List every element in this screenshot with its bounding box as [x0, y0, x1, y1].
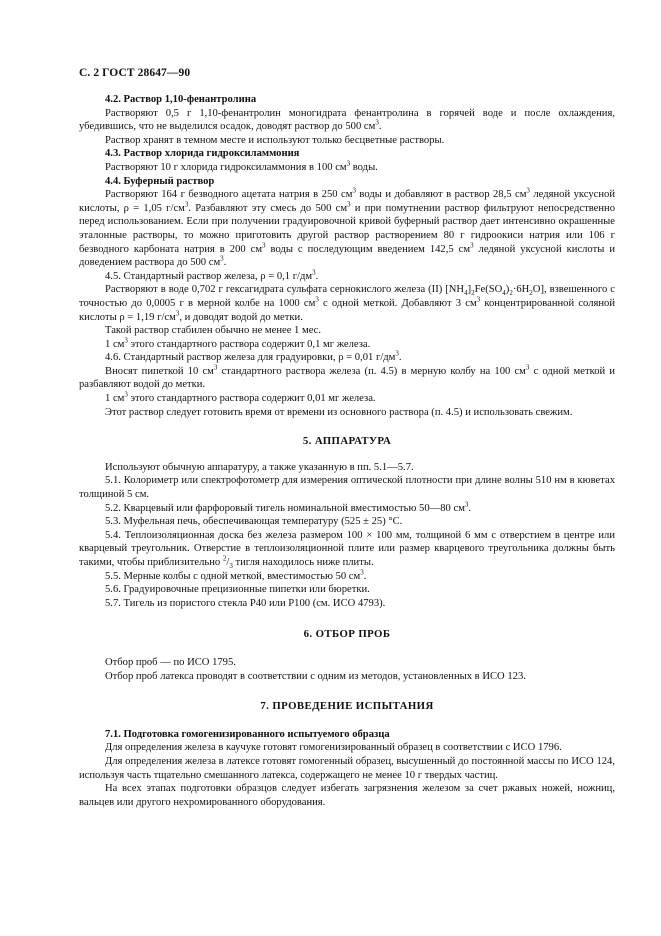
- section-4-5-stability-note: Такой раствор стабилен обычно не менее 1 мес.: [105, 325, 322, 337]
- item-5-4: 5.4. Теплоизоляционная доска без железа размером 100 × 100 мм, толщиной 6 мм с отверстием в центре или кварцевый треугольник. Отверстие в теплоизоляционной плите или размер кварцевого треугольника должны быть такими, чтобы приблизительно $^2/_3$ тигля находилось ниже плиты.: [79, 529, 615, 571]
- section-5-heading: 5. АППАРАТУРА: [302, 435, 392, 448]
- section-4-6-title: 4.6. Стандартный раствор железа для градуировки, ρ = 0,01 $г/дм^3$.: [105, 349, 402, 364]
- section-6-heading: 6. ОТБОР ПРОБ: [303, 628, 391, 641]
- section-4-6-content-note: 1 $см^3$ этого стандартного раствора содержит 0,01 мг железа.: [105, 390, 376, 405]
- section-4-6-freshness-note: Этот раствор следует готовить время от времени из основного раствора (п. 4.5) и использовать свежим.: [105, 406, 573, 418]
- section-4-3-paragraph: Растворяют 10 г хлорида гидроксиламмония в 100 $см^3$ воды.: [105, 159, 378, 173]
- section-4-2-title: 4.2. Раствор 1,10-фенантролина: [105, 94, 257, 105]
- section-4-5-paragraph: Растворяют в воде 0,702 г гексагидрата сульфата сернокислого железа (II) $[NH_4]_2Fe(SO_4)_2\cdot 6H_2O$], взвешенного с точностью до 0,0005 г в мерной колбе на 1000 $см^3$ с одной меткой. Добавляют 3 $см^3$ концентрированной соляной кислоты ρ = 1,19 $г/см^3$, и доводят водой до метки.: [79, 284, 616, 323]
- section-4-2-storage-note: Раствор хранят в темном месте и используют только бесцветные растворы.: [105, 134, 445, 146]
- section-4-5-title: 4.5. Стандартный раствор железа, ρ = 0,1 $г/дм^3$.: [105, 268, 319, 282]
- section-7-heading: 7. ПРОВЕДЕНИЕ ИСПЫТАНИЯ: [260, 700, 434, 713]
- document-body: [79, 93, 615, 809]
- item-5-3: 5.3. Муфельная печь, обеспечивающая температуру (525 ± 25) °С.: [105, 516, 403, 528]
- section-4-3-title: 4.3. Раствор хлорида гидроксиламмония: [105, 148, 300, 160]
- section-5-intro: Используют обычную аппаратуру, а также указанную в пп. 5.1—5.7.: [105, 461, 414, 473]
- section-4-6-paragraph: Вносят пипеткой 10 $см^3$ стандартного раствора железа (п. 4.5) в мерную колбу на 100 $см^3$ с одной меткой и разбавляют водой до метки.: [79, 363, 615, 391]
- page-header: С. 2 ГОСТ 28647—90: [79, 67, 191, 79]
- item-5-6: 5.6. Градуировочные прецизионные пипетки или бюретки.: [105, 584, 370, 596]
- section-7-1-paragraph-3: На всех этапах подготовки образцов следует избегать загрязнения железом за счет ржавых ножей, ножниц, вальцев или другого нехромированного оборудования.: [79, 783, 615, 808]
- item-5-7: 5.7. Тигель из пористого стекла Р40 или Р100 (см. ИСО 4793).: [105, 597, 386, 609]
- section-7-1-paragraph-1: Для определения железа в каучуке готовят гомогенизированный образец в соответствии с ИСО 1796.: [105, 742, 562, 754]
- section-4-4-title: 4.4. Буферный раствор: [105, 175, 215, 187]
- section-4-4-paragraph: Растворяют 164 г безводного ацетата натрия в 250 $см^3$ воды и добавляют в раствор 28,5 $см^3$ ледяной уксусной кислоты, ρ = 1,05 $г/см^3$. Разбавляют эту смесь до 500 $см^3$ и при помутнении раствор фильтруют непосредственно перед использованием. Если при получении градуировочной кривой буферный раствор дает интенсивно окрашенные эталонные растворы, то можно приготовить другой раствор растворением 80 г гидроокиси натрия или 106 г безводного карбоната натрия в 200 $см^3$ воды с последующим введением 142,5 $см^3$ ледяной уксусной кислоты и доведением раствора до 500 $см^3$.: [79, 186, 615, 269]
- section-4-5-content-note: 1 $см^3$ этого стандартного раствора содержит 0,1 мг железа.: [105, 336, 371, 350]
- section-7-1-paragraph-2: Для определения железа в латексе готовят гомогенный образец, высушенный до постоянной массы по ИСО 124, используя часть тщательно смешанного латекса, содержащего не менее 10 г твердых частиц.: [79, 755, 615, 781]
- item-5-2: 5.2. Кварцевый или фарфоровый тигель номинальной вместимостью 50—80 $см^3$.: [105, 500, 472, 514]
- section-6-paragraph-2: Отбор проб латекса проводят в соответствии с одним из методов, установленных в ИСО 123.: [105, 670, 526, 682]
- item-5-5: 5.5. Мерные колбы с одной меткой, вместимостью 50 $см^3$.: [105, 568, 367, 582]
- section-6-paragraph-1: Отбор проб — по ИСО 1795.: [105, 656, 236, 668]
- section-7-1-title: 7.1. Подготовка гомогенизированного испытуемого образца: [105, 728, 390, 740]
- item-5-1: 5.1. Колориметр или спектрофотометр для измерения оптической плотности при длине волны 510 нм в кюветах толщиной 5 см.: [79, 475, 615, 501]
- section-4-2-paragraph: Растворяют 0,5 г 1,10-фенантролин моногидрата фенантролина в горячей воде и после охлаждения, убедившись, что не выделился осадок, доводят раствор до 500 $см^3$.: [79, 107, 615, 133]
